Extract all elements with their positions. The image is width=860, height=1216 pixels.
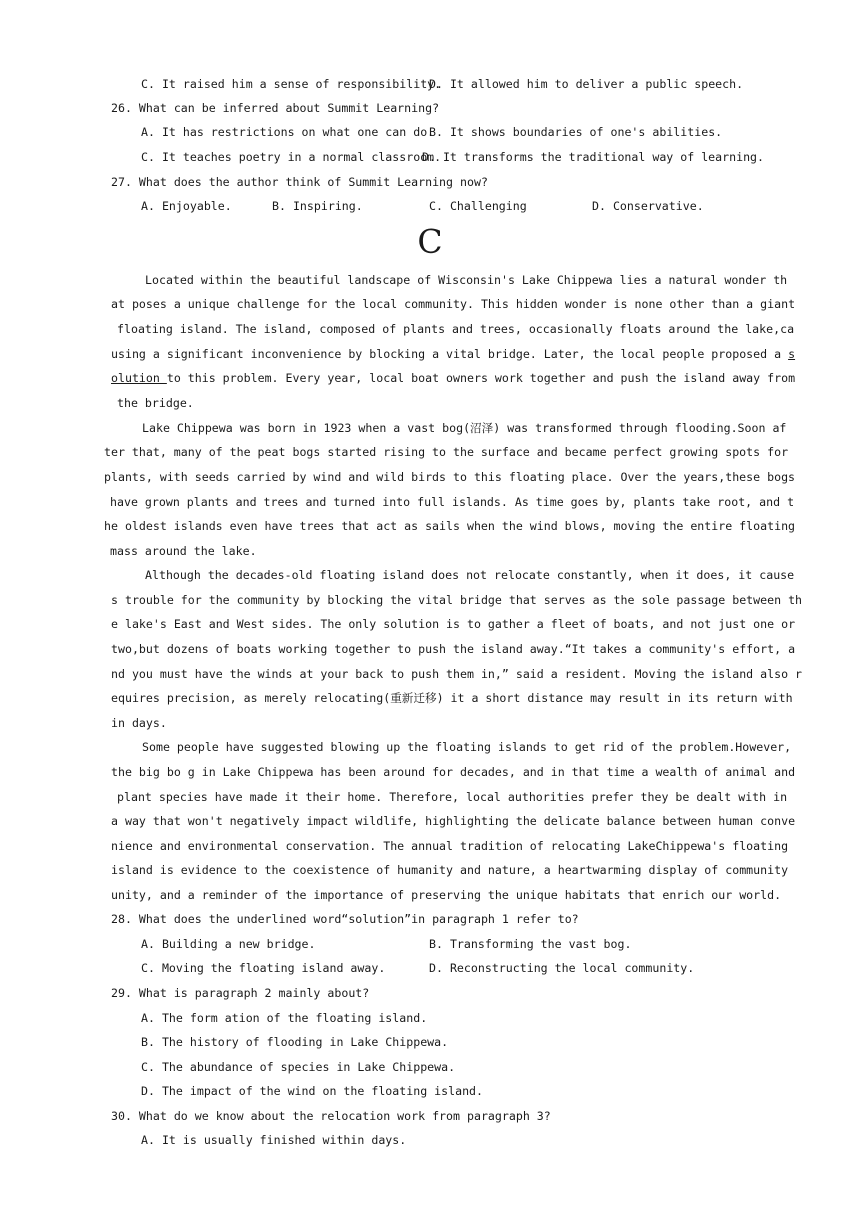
p1-line-text: using a significant inconvenience by blocking a vital bridge. Later, the local people proposed a — [111, 347, 789, 361]
underlined-word-solution-start: s — [788, 347, 796, 361]
p2-line: mass around the lake. — [110, 544, 257, 558]
p3-line: Although the decades-old floating island does not relocate constantly, when it does, it cause — [145, 568, 795, 582]
q28-option-b: B. Transforming the vast bog. — [429, 937, 632, 951]
p1-line: the bridge. — [117, 396, 194, 410]
p3-line: s trouble for the community by blocking the vital bridge that serves as the sole passage between th — [111, 593, 803, 607]
q27-option-a: A. Enjoyable. — [141, 199, 232, 213]
p3-line: nd you must have the winds at your back to push them in,” said a resident. Moving the island also r — [111, 667, 803, 681]
p2-line: ter that, many of the peat bogs started rising to the surface and became perfect growing spots for — [104, 445, 789, 459]
p4-line: unity, and a reminder of the importance of preserving the unique habitats that enrich our world. — [111, 888, 782, 902]
q26-option-d: D. It transforms the traditional way of learning. — [422, 150, 765, 164]
p4-line: plant species have made it their home. Therefore, local authorities prefer they be dealt with in — [117, 790, 788, 804]
p2-line: he oldest islands even have trees that act as sails when the wind blows, moving the entire floating — [104, 519, 796, 533]
q30-stem: 30. What do we know about the relocation work from paragraph 3? — [111, 1109, 551, 1123]
p1-line-text: to this problem. Every year, local boat owners work together and push the island away from — [166, 371, 796, 385]
q27-option-b: B. Inspiring. — [272, 199, 363, 213]
underlined-word-solution-end: olution — [111, 371, 167, 385]
q27-option-d: D. Conservative. — [592, 199, 704, 213]
p1-line: floating island. The island, composed of plants and trees, occasionally floats around the lake,ca — [117, 322, 795, 336]
p2-line: have grown plants and trees and turned into full islands. As time goes by, plants take root, and t — [110, 495, 795, 509]
q28-option-c: C. Moving the floating island away. — [141, 961, 386, 975]
q26-option-a: A. It has restrictions on what one can do. — [141, 125, 435, 139]
q28-stem: 28. What does the underlined word“solution”in paragraph 1 refer to? — [111, 912, 579, 926]
p1-line: at poses a unique challenge for the local community. This hidden wonder is none other than a giant — [111, 297, 796, 311]
section-title: C — [417, 222, 443, 261]
p3-line: e lake's East and West sides. The only solution is to gather a fleet of boats, and not just one or — [111, 617, 796, 631]
q28-option-d: D. Reconstructing the local community. — [429, 961, 695, 975]
p3-line: in days. — [111, 716, 167, 730]
p4-line: a way that won't negatively impact wildlife, highlighting the delicate balance between human conve — [111, 814, 796, 828]
p4-line: the big bo g in Lake Chippewa has been around for decades, and in that time a wealth of animal and — [111, 765, 796, 779]
p3-line: equires precision, as merely relocating(重新迁移) it a short distance may result in its return with — [111, 691, 793, 705]
q29-option-b: B. The history of flooding in Lake Chippewa. — [141, 1035, 449, 1049]
p1-line: Located within the beautiful landscape of Wisconsin's Lake Chippewa lies a natural wonder th — [145, 273, 788, 287]
p2-line: Lake Chippewa was born in 1923 when a vast bog(沼泽) was transformed through flooding.Soon af — [142, 421, 787, 435]
p1-line — [111, 346, 795, 362]
q26-option-c: C. It teaches poetry in a normal classroom. — [141, 150, 442, 164]
p1-line — [111, 370, 795, 386]
p2-line: plants, with seeds carried by wind and wild birds to this floating place. Over the years,these bogs — [104, 470, 796, 484]
q30-option-a: A. It is usually finished within days. — [141, 1133, 407, 1147]
q26-option-b: B. It shows boundaries of one's abilities. — [429, 125, 723, 139]
q25-option-d: D. It allowed him to deliver a public speech. — [429, 77, 744, 91]
q29-option-d: D. The impact of the wind on the floating island. — [141, 1084, 484, 1098]
q29-stem: 29. What is paragraph 2 mainly about? — [111, 986, 370, 1000]
p4-line: nience and environmental conservation. The annual tradition of relocating LakeChippewa's floating — [111, 839, 789, 853]
q29-option-a: A. The form ation of the floating island. — [141, 1011, 428, 1025]
q26-stem: 26. What can be inferred about Summit Learning? — [111, 101, 440, 115]
q29-option-c: C. The abundance of species in Lake Chippewa. — [141, 1060, 456, 1074]
p4-line: Some people have suggested blowing up the floating islands to get rid of the problem.However, — [142, 740, 792, 754]
q28-option-a: A. Building a new bridge. — [141, 937, 316, 951]
p4-line: island is evidence to the coexistence of humanity and nature, a heartwarming display of community — [111, 863, 789, 877]
q25-option-c: C. It raised him a sense of responsibility. — [141, 77, 442, 91]
q27-stem: 27. What does the author think of Summit Learning now? — [111, 175, 488, 189]
q27-option-c: C. Challenging — [429, 199, 527, 213]
p3-line: two,but dozens of boats working together to push the island away.“It takes a community's effort, a — [111, 642, 796, 656]
